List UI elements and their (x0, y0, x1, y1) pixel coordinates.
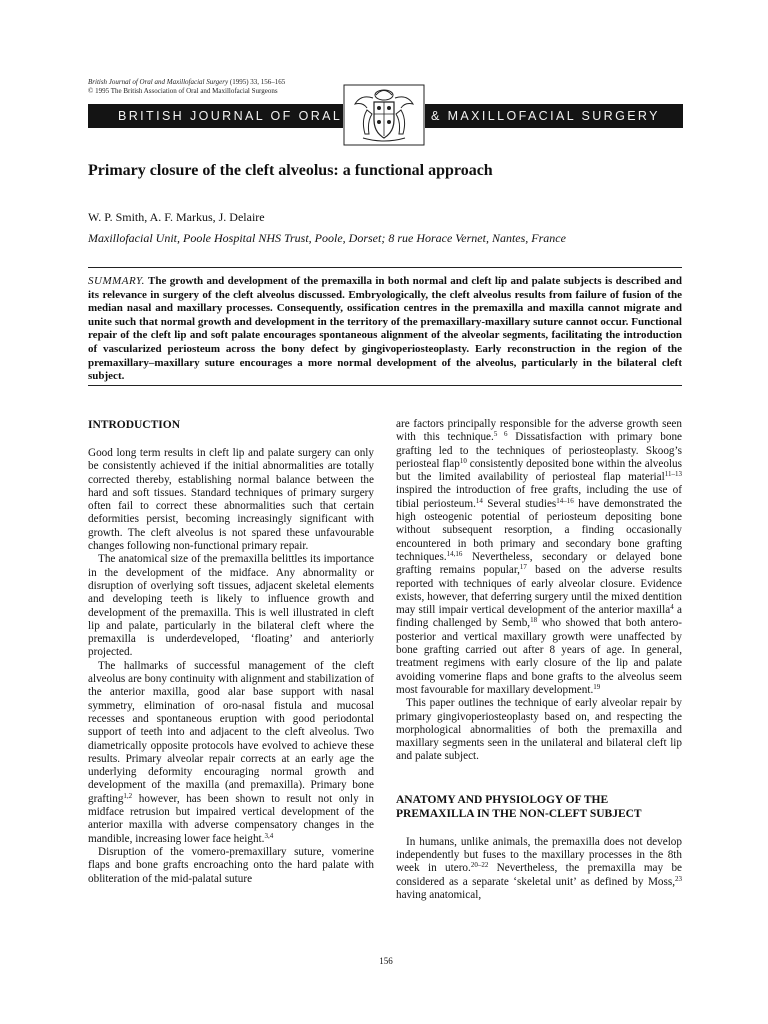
right-p1-text: have demonstrated the high osteogenic potential of periosteum depositing bone without subsequent resorption, a finding occasionally encountered in both primary and secondary bone grafting techniques. (396, 497, 683, 563)
right-p1-text: are factors principally responsible for the adverse growth seen with this technique. (396, 418, 682, 444)
anatomy-p1-text: In humans, unlike animals, the premaxilla does not develop independently but fuses to the maxillary processes in the 8th week in utero. (396, 835, 682, 875)
ref-citation: 14 (475, 496, 483, 505)
intro-paragraph-1: Good long term results in cleft lip and palate surgery can only be consistently achieved if the initial abnormalities are totally corrected thereby, establishing normal balance between the hard and soft tissues. Standard techniques of primary surgery often fail to correct these abnormalities such that certain deformities persist, becoming increasingly significant with growth. The cleft alveolus is not spared these unfavourable changes following non-functional primary repair. (88, 447, 374, 553)
citation-journal: British Journal of Oral and Maxillofacial Surgery (88, 78, 229, 86)
anatomy-p1-text: Nevertheless, the premaxilla may be considered as a separate ‘skeletal unit’ as defined by Moss, (396, 862, 682, 888)
ref-citation: 5 6 (493, 430, 508, 439)
right-paragraph-2: This paper outlines the technique of early alveolar repair by primary gingivoperiosteoplasty based on, and respecting the morphological abnormalities of both the premaxilla and maxillary segments seen in the unilateral and bilateral cleft lip and palate subject. (396, 697, 682, 763)
summary-label: SUMMARY. (88, 275, 145, 287)
right-paragraph-1 (396, 418, 682, 697)
intro-p3-text-b: however, has been shown to result not only in midface retrusion but impaired vertical development of the anterior maxilla with adverse compensatory changes in the mandible, increasing lower face height. (88, 792, 374, 845)
article-authors: W. P. Smith, A. F. Markus, J. Delaire (88, 210, 265, 224)
body-column-right (396, 418, 682, 902)
ref-citation: 14–16 (556, 496, 574, 505)
body-column-left (88, 418, 374, 886)
right-p1-text: Several studies (482, 497, 557, 510)
intro-paragraph-3 (88, 660, 374, 846)
right-p1-text: based on the adverse results reported with techniques of early alveolar closure. Evidence exists, however, that deferring surgery until the mixed dentition may still impair vertical development of the anterior maxilla (396, 564, 682, 617)
intro-paragraph-4: Disruption of the vomero-premaxillary suture, vomerine flaps and bone grafts encroaching onto the hard palate with obliteration of the mid-palatal suture (88, 845, 374, 885)
anatomy-p1-text: having anatomical, (396, 888, 482, 901)
association-crest-icon (343, 84, 425, 146)
intro-p3-text-a: The hallmarks of successful management of the cleft alveolus are bony continuity with alignment and stabilization of the anterior maxilla, good alar base support with nasal symmetry, elimination of oro-nasal fistula and mucosal recesses and spontaneous eruption with good periodontal support of teeth into and adjacent to the cleft alveolus. Two diametrically opposite protocols have evolved to achieve these results. Primary alveolar repair corrects at an early age the underlying deformity encouraging normal growth and development of the maxilla (and premaxilla). Primary bone grafting (88, 659, 374, 805)
copyright-line: © 1995 The British Association of Oral and Maxillofacial Surgeons (88, 87, 278, 95)
article-title: Primary closure of the cleft alveolus: a functional approach (88, 162, 493, 179)
ref-citation: 17 (519, 563, 527, 572)
page-number: 156 (379, 956, 393, 966)
summary-rule-bottom (88, 385, 682, 386)
right-p1-text: a finding challenged by Semb, (396, 604, 682, 630)
anatomy-heading: ANATOMY AND PHYSIOLOGY OF THE PREMAXILLA IN THE NON-CLEFT SUBJECT (396, 793, 642, 820)
banner-left-text: BRITISH JOURNAL OF ORAL (118, 109, 343, 123)
right-p1-text: consistently deposited bone within the alveolus but the limited availability of periosteal flap material (396, 457, 682, 484)
citation-ref: (1995) 33, 156–165 (228, 78, 286, 86)
ref-citation: 20–22 (470, 861, 489, 870)
right-p1-text: inspired the introduction of free grafts, including the use of tibial periosteum. (396, 484, 682, 510)
author-affiliation: Maxillofacial Unit, Poole Hospital NHS Trust, Poole, Dorset; 8 rue Horace Vernet, Nantes, France (88, 231, 566, 245)
intro-paragraph-2: The anatomical size of the premaxilla belittles its importance in the development of the midface. Any abnormality or disruption of overlying soft tissues, adjacent skeletal elements and developing teeth is likely to influence growth and development of the premaxilla. This is well illustrated in cleft lip and palate, particularly in the bilateral cleft where the premaxilla is underdeveloped, ‘floating’ and anteriorly projected. (88, 553, 374, 659)
ref-citation: 3,4 (264, 831, 274, 840)
ref-citation: 23 (675, 874, 682, 883)
right-p1-text: who showed that both antero-posterior and vertical maxillary growth were unaffected by bone grafting carried out after 8 years of age. In general, treatment regimens with early closure of the lip and palate avoiding vomerine flaps and bone grafts to the alveolus seem most favourable for maxillary development. (396, 617, 682, 696)
article-summary (88, 275, 682, 384)
summary-text: The growth and development of the premaxilla in both normal and cleft lip and palate subjects is described and its relevance in surgery of the cleft alveolus discussed. Embryologically, the cleft alveolus results from failure of fusion of the median nasal and maxillary processes. Consequently, ossification centres in the premaxilla and maxilla cannot migrate and unite such that normal growth and development in the territory of the premaxillary-maxillary suture cannot occur. Functional repair of the cleft lip and soft palate encourages spontaneous alignment of the alveolar segments, facilitating the introduction of vascularized periosteum across the bony defect by gingivoperiosteoplasty. Early reconstruction in the region of the premaxillary–maxillary suture encourages a more normal development of the alveolus, particularly in the bilateral cleft subject. (88, 275, 682, 383)
ref-citation: 1,2 (123, 791, 133, 800)
ref-citation: 19 (593, 682, 601, 691)
right-p1-text: Dissatisfaction with primary bone grafting led to the techniques of periosteoplasty. Skoog’s periosteal flap (396, 431, 683, 470)
banner-right-text: & MAXILLOFACIAL SURGERY (431, 109, 660, 123)
introduction-heading: INTRODUCTION (88, 419, 181, 431)
ref-citation: 11–13 (664, 470, 682, 479)
right-p1-text: Nevertheless, secondary or delayed bone grafting remains popular, (396, 550, 682, 577)
ref-citation: 14,16 (446, 549, 463, 558)
anatomy-paragraph-1 (396, 836, 682, 902)
ref-citation: 18 (530, 616, 538, 625)
ref-citation: 10 (459, 456, 467, 465)
summary-rule-top (88, 267, 682, 268)
ref-citation: 4 (670, 603, 674, 612)
